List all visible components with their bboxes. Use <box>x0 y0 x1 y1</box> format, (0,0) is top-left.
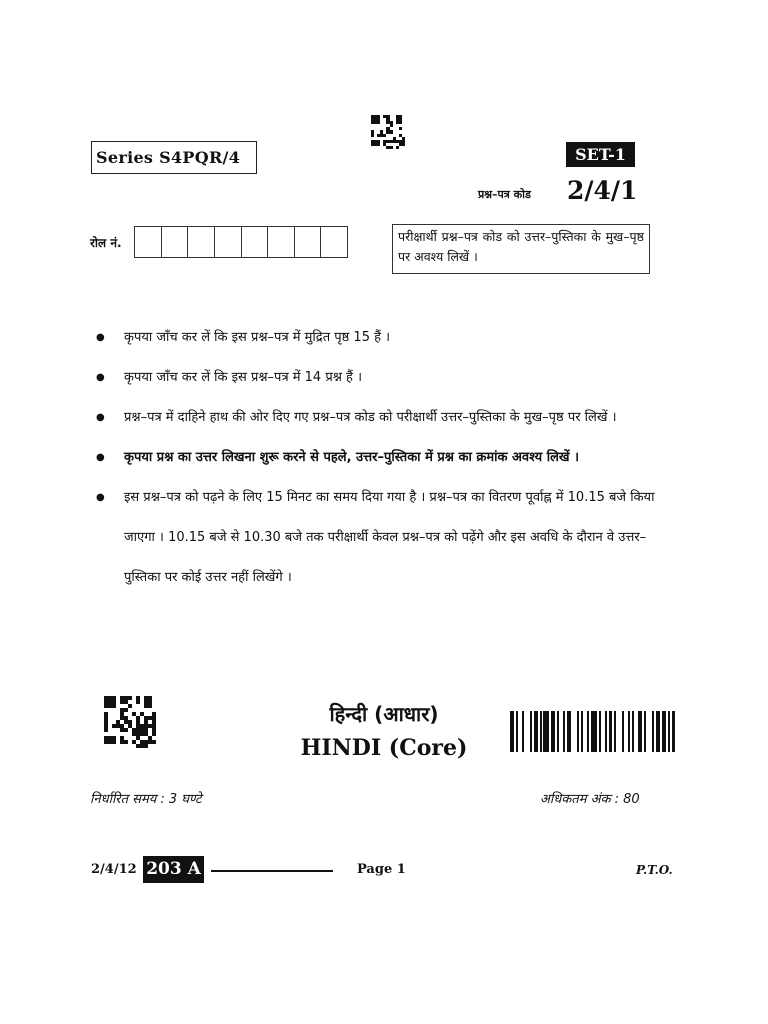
subject-title-english: HINDI (Core) <box>300 735 468 761</box>
series-label: Series S4PQR/4 <box>91 141 257 174</box>
instructions-list <box>96 318 666 598</box>
footer-divider <box>211 870 333 872</box>
roll-number-digit-box[interactable] <box>215 227 242 257</box>
page-number: Page 1 <box>357 862 406 877</box>
pto-label: P.T.O. <box>636 863 673 877</box>
roll-number-digit-box[interactable] <box>268 227 295 257</box>
barcode-icon <box>510 711 676 752</box>
roll-number-digit-box[interactable] <box>188 227 215 257</box>
code-note-box: परीक्षार्थी प्रश्न–पत्र कोड को उत्तर–पुस्तिका के मुख–पृष्ठ पर अवश्य लिखें । <box>392 224 650 274</box>
maximum-marks: अधिकतम अंक : 80 <box>540 792 640 807</box>
roll-number-digit-box[interactable] <box>321 227 347 257</box>
paper-code-label: प्रश्न–पत्र कोड <box>478 188 531 201</box>
instruction-item: ● प्रश्न–पत्र में दाहिने हाथ की ओर दिए गए प्रश्न–पत्र कोड को परीक्षार्थी उत्तर–पुस्तिका के मुख–पृष्ठ पर लिखें । <box>96 398 666 438</box>
time-allowed: निर्धारित समय : 3 घण्टे <box>90 792 202 807</box>
instruction-item: ● कृपया जाँच कर लें कि इस प्रश्न–पत्र में 14 प्रश्न हैं । <box>96 358 666 398</box>
footer-code-box: 203 A <box>143 856 204 883</box>
roll-number-boxes[interactable] <box>134 226 348 258</box>
roll-number-digit-box[interactable] <box>135 227 162 257</box>
set-badge: SET-1 <box>566 142 635 167</box>
paper-code-value: 2/4/1 <box>567 176 638 205</box>
instruction-item: ● इस प्रश्न–पत्र को पढ़ने के लिए 15 मिनट का समय दिया गया है । प्रश्न–पत्र का वितरण पूर्वाह्न में 10.15 बजे किया जाएगा । 10.15 बजे से 10.30 बजे तक परीक्षार्थी केवल प्रश्न–पत्र को पढ़ेंगे और इस अवधि के दौरान वे उत्तर–पुस्तिका पर कोई उत्तर नहीं लिखेंगे । <box>96 478 666 598</box>
roll-number-digit-box[interactable] <box>295 227 322 257</box>
roll-number-label: रोल नं. <box>90 236 122 250</box>
instruction-item: ● कृपया जाँच कर लें कि इस प्रश्न–पत्र में मुद्रित पृष्ठ 15 हैं । <box>96 318 666 358</box>
roll-number-digit-box[interactable] <box>242 227 269 257</box>
instruction-item: ● कृपया प्रश्न का उत्तर लिखना शुरू करने से पहले, उत्तर–पुस्तिका में प्रश्न का क्रमांक अवश्य लिखें । <box>96 438 666 478</box>
subject-title-hindi: हिन्दी (आधार) <box>329 702 439 726</box>
roll-number-digit-box[interactable] <box>162 227 189 257</box>
qr-code-top-icon <box>371 115 405 149</box>
footer-code: 2/4/12 <box>91 862 137 877</box>
